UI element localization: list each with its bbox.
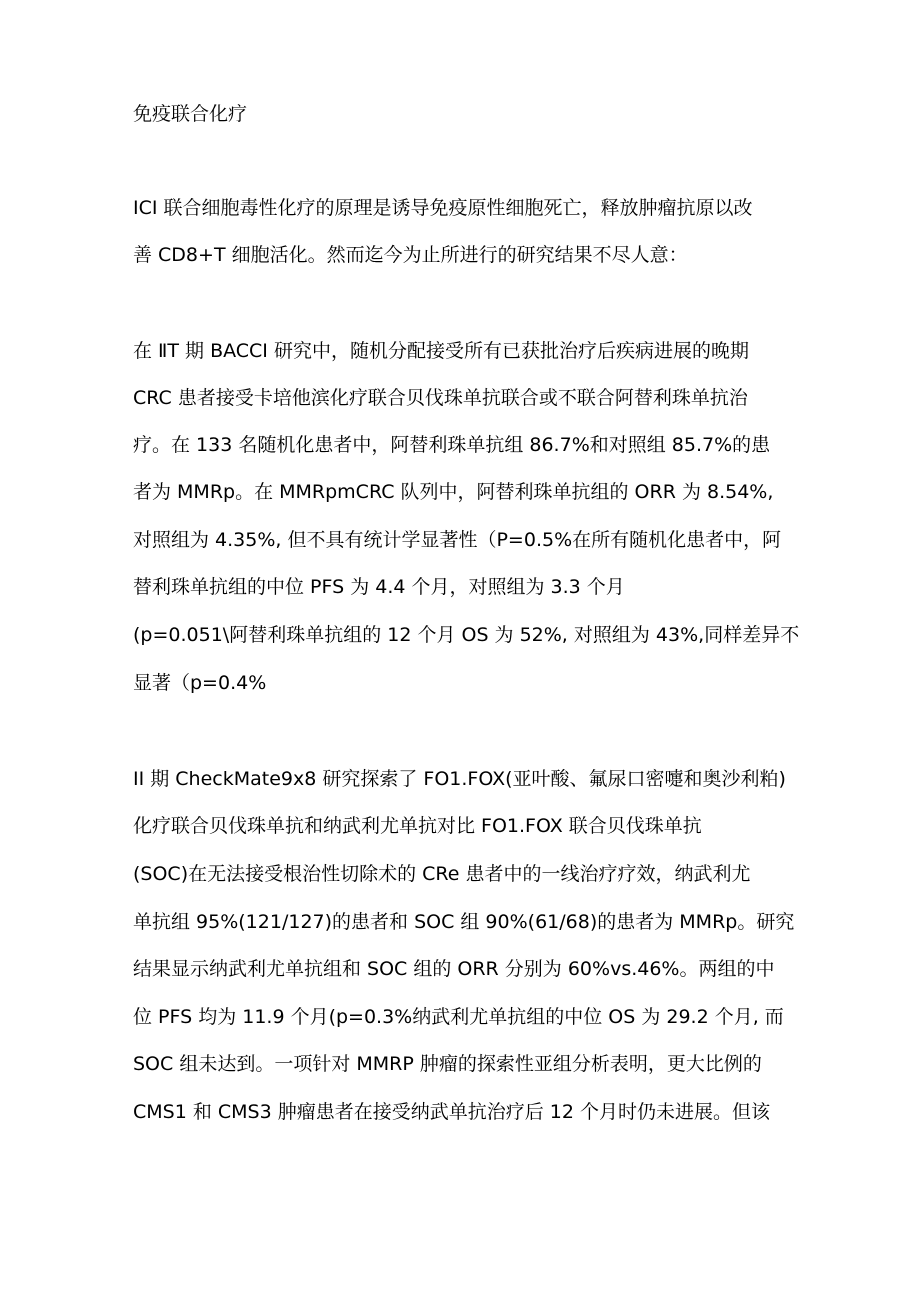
- section-heading: 免疫联合化疗: [133, 103, 248, 125]
- paragraph-line: 替利珠单抗组的中位 PFS 为 4.4 个月，对照组为 3.3 个月: [133, 576, 625, 598]
- paragraph-line: 化疗联合贝伐珠单抗和纳武利尤单抗对比 FO1.FOX 联合贝伐珠单抗: [133, 815, 702, 837]
- paragraph-line: 单抗组 95%(121/127)的患者和 SOC 组 90%(61/68)的患者为 MMRp。研究: [133, 911, 795, 933]
- paragraph-line: ICI 联合细胞毒性化疗的原理是诱导免疫原性细胞死亡，释放肿瘤抗原以改: [133, 197, 753, 219]
- paragraph-line: (SOC)在无法接受根治性切除术的 CRe 患者中的一线治疗疗效，纳武利尤: [133, 863, 751, 885]
- paragraph-line: 对照组为 4.35%, 但不具有统计学显著性（P=0.5%在所有随机化患者中，阿: [133, 529, 782, 551]
- paragraph-line: II 期 CheckMate9x8 研究探索了 FO1.FOX(亚叶酸、氟尿口密嚏和奥沙利粕): [133, 768, 786, 790]
- paragraph-line: 善 CD8+T 细胞活化。然而迄今为止所进行的研究结果不尽人意：: [133, 244, 688, 266]
- paragraph-line: 疗。在 133 名随机化患者中，阿替利珠单抗组 86.7%和对照组 85.7%的患: [133, 434, 771, 456]
- paragraph-line: 结果显示纳武利尤单抗组和 SOC 组的 ORR 分别为 60%vs.46%。两组的中: [133, 958, 775, 980]
- paragraph-line: 者为 MMRp。在 MMRpmCRC 队列中，阿替利珠单抗组的 ORR 为 8.54%,: [133, 481, 774, 503]
- paragraph-line: 显著（p=0.4%: [133, 672, 267, 694]
- paragraph-line: (p=0.051\阿替利珠单抗组的 12 个月 OS 为 52%, 对照组为 43%,同样差异不: [133, 624, 800, 646]
- paragraph-line: CRC 患者接受卡培他滨化疗联合贝伐珠单抗联合或不联合阿替利珠单抗治: [133, 387, 748, 409]
- paragraph-line: 位 PFS 均为 11.9 个月(p=0.3%纳武利尤单抗组的中位 OS 为 29.2 个月, 而: [133, 1006, 784, 1028]
- paragraph-line: SOC 组未达到。一项针对 MMRP 肿瘤的探索性亚组分析表明，更大比例的: [133, 1053, 762, 1075]
- paragraph-line: 在 ⅡT 期 BACCI 研究中，随机分配接受所有已获批治疗后疾病进展的晚期: [133, 340, 749, 362]
- paragraph-line: CMS1 和 CMS3 肿瘤患者在接受纳武单抗治疗后 12 个月时仍未进展。但该: [133, 1101, 770, 1123]
